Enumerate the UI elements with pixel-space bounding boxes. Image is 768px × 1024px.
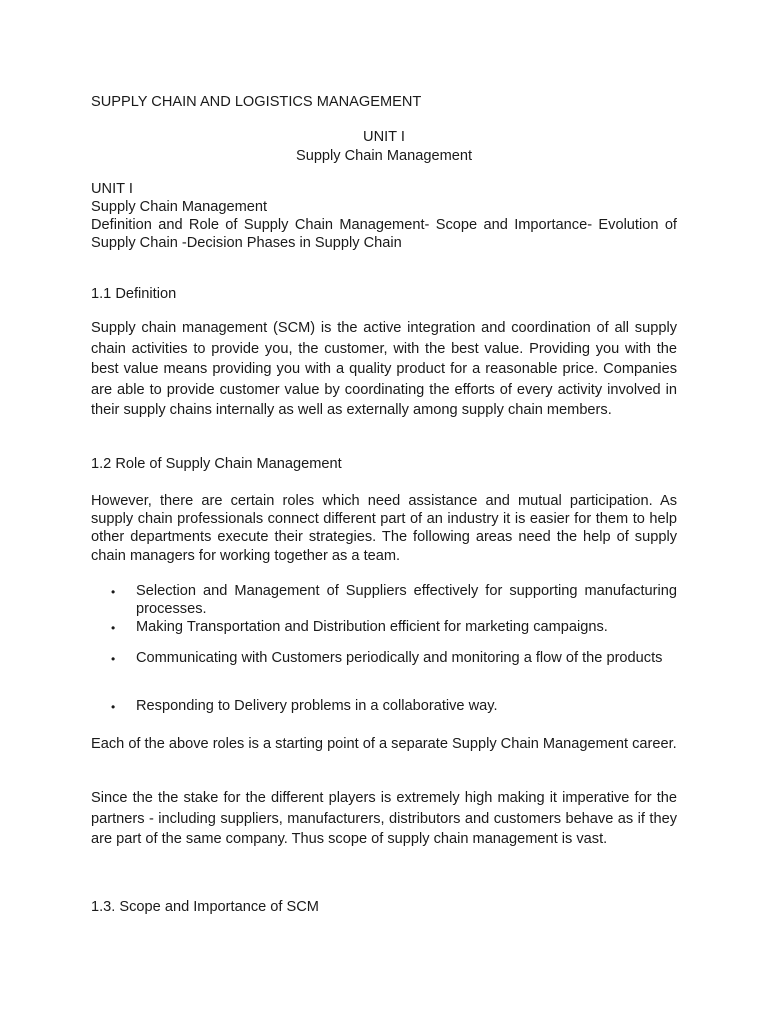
section-heading-role: 1.2 Role of Supply Chain Management: [91, 456, 342, 472]
bullet-icon: •: [111, 585, 116, 599]
scope-intro-paragraph: Since the the stake for the different players is extremely high making it imperative for the partners - including suppliers, manufacturers, distributors and customers behave as if they are part of the same company. Thus scope of supply chain management is vast.: [91, 790, 677, 848]
list-item-text: Making Transportation and Distribution efficient for marketing campaigns.: [136, 619, 608, 635]
list-item-text: Responding to Delivery problems in a collaborative way.: [136, 698, 498, 714]
list-item-text: Communicating with Customers periodically and monitoring a flow of the products: [136, 650, 663, 666]
unit-subheading: Supply Chain Management: [295, 148, 473, 164]
bullet-icon: •: [111, 700, 116, 714]
roles-career-paragraph: Each of the above roles is a starting point of a separate Supply Chain Management career.: [91, 736, 677, 752]
document-title: SUPPLY CHAIN AND LOGISTICS MANAGEMENT: [91, 94, 422, 110]
section-heading-scope: 1.3. Scope and Importance of SCM: [91, 899, 319, 915]
unit-heading: UNIT I: [363, 129, 405, 145]
definition-paragraph: Supply chain management (SCM) is the active integration and coordination of all supply chain activities to provide you, the customer, with the best value. Providing you with the best value means providing you with a quality product for a reasonable price. Companies are able to provide customer value by coordinating the efforts of every activity involved in their supply chains internally as well as externally among supply chain members.: [91, 320, 677, 419]
syllabus-topics: Definition and Role of Supply Chain Management- Scope and Importance- Evolution of Supply Chain -Decision Phases in Supply Chain: [91, 217, 677, 252]
syllabus-title: Supply Chain Management: [91, 199, 268, 215]
bullet-icon: •: [111, 652, 116, 666]
role-paragraph: However, there are certain roles which need assistance and mutual participation. As supply chain professionals connect different part of an industry it is easier for them to help other departments execute their strategies. The following areas need the help of supply chain managers for working together as a team.: [91, 493, 677, 564]
section-heading-definition: 1.1 Definition: [91, 286, 177, 302]
list-item-text: Selection and Management of Suppliers effectively for supporting manufacturing processes.: [136, 583, 677, 617]
syllabus-unit: UNIT I: [91, 181, 133, 197]
bullet-icon: •: [111, 621, 116, 635]
